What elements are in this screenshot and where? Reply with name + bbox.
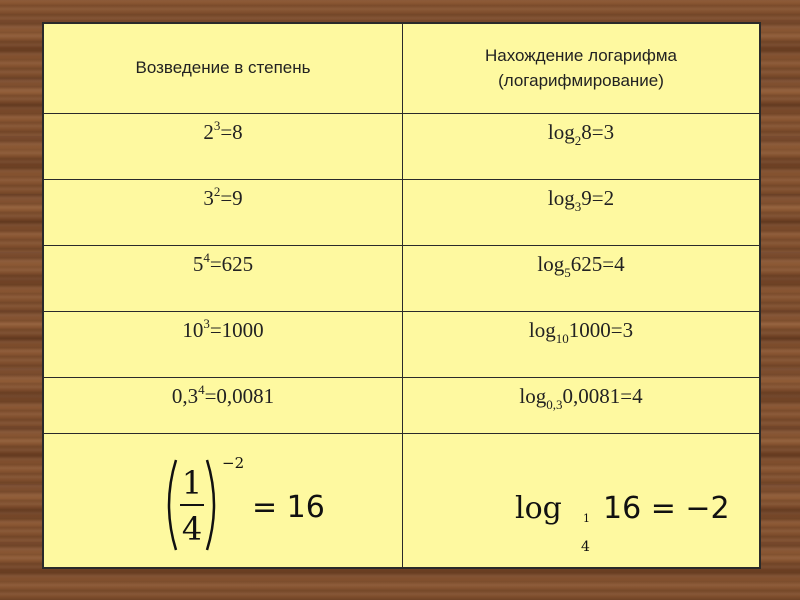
table-row [44,180,759,246]
log-base-numerator: 1 [583,512,590,525]
header-logarithm [403,24,759,113]
fraction-power-cell [44,434,403,567]
header-logarithm-line2: (логарифмирование) [498,70,664,90]
fraction-exponent: −2 [222,454,245,472]
header-row [44,24,759,114]
table-row [44,246,759,312]
log-result: 16 = −2 [603,491,730,526]
header-exponentiation: Возведение в степень [44,24,403,113]
log-cell: $\log_5625=4$ [537,252,625,280]
power-cell: $3^2=9$ [44,180,403,245]
table-row-fraction [44,434,759,567]
log-cell: $\log_{0,3}0,0081=4$ [519,384,643,412]
fraction-result: = 16 [252,490,325,525]
power-cell: $0,3^4=0,0081$ [44,378,403,433]
header-logarithm-line1: Нахождение логарифма [484,45,678,65]
log-base-denominator: 4 [581,539,590,555]
log-cell: $\log_{10}1000=3$ [528,318,634,346]
logarithm-table [42,22,761,569]
log-cell: $\log_39=2$ [547,186,615,214]
table-row [44,114,759,180]
fraction-denominator: 4 [181,510,203,548]
power-cell: $10^3=1000$ [44,312,403,377]
log-word: log [515,491,562,526]
power-cell: $2^3=8$ [44,114,403,179]
table-row [44,312,759,378]
table-row [44,378,759,434]
fraction-log-cell [403,434,759,567]
power-cell: $5^4=625$ [44,246,403,311]
fraction-power-formula [44,434,403,567]
fraction-numerator: 1 [181,464,203,502]
log-cell: $\log_28=3$ [547,120,615,148]
fraction-log-formula [403,434,759,567]
